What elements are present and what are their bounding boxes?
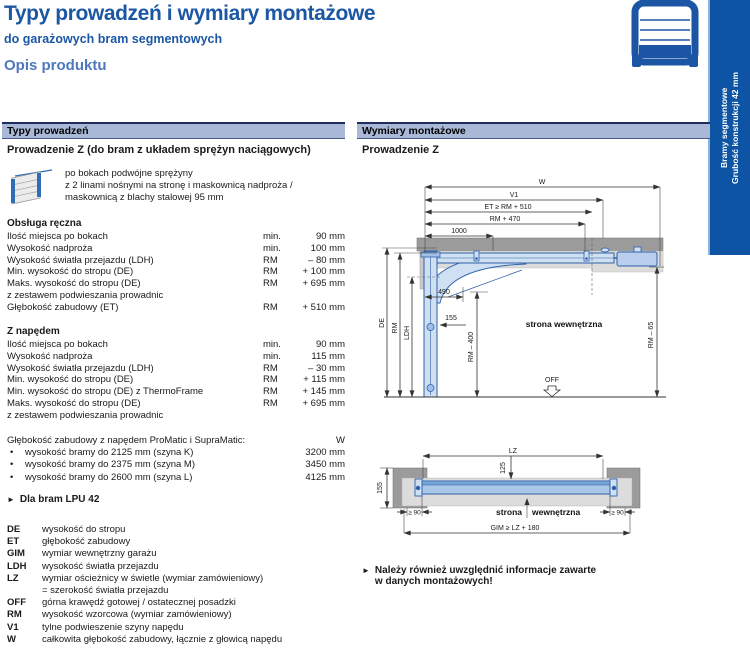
intro-line: z 2 linami nośnymi na stronę i maskownicą nadproża / <box>65 180 293 191</box>
plan-view-drawing <box>373 435 650 546</box>
legend-description: wysokość światła przejazdu <box>42 560 159 572</box>
legend-description: wymiar ościeżnicy w świetle (wymiar zamówieniowy) <box>42 572 264 584</box>
row-value: 90 mm <box>315 339 345 350</box>
dim-ge90-left: ≥ 90 <box>408 509 421 517</box>
legend-row <box>7 597 345 609</box>
row-qualifier: RM <box>263 397 278 409</box>
legend-abbreviation: LZ <box>7 572 19 584</box>
page-subtitle: do garażowych bram segmentowych <box>4 32 223 46</box>
legend-description: górna krawędź gotowej / ostatecznej posadzki <box>42 597 236 609</box>
note-text <box>375 565 596 587</box>
legend-description: wysokość wzorcowa (wymiar zamówieniowy) <box>42 609 232 621</box>
row-label: Wysokość nadproża <box>7 350 93 362</box>
row-value <box>295 410 345 422</box>
legend-abbreviation: V1 <box>7 621 19 633</box>
row-label: Maks. wysokość do stropu (DE) <box>7 397 141 409</box>
dim-RM470: RM + 470 <box>489 216 521 223</box>
ceiling-bar <box>417 238 663 251</box>
row-qualifier: min. <box>263 350 281 362</box>
row-qualifier: RM <box>263 278 278 290</box>
row-qualifier: RM <box>263 266 278 278</box>
dim-125: 125 <box>500 462 507 474</box>
legend-row <box>7 609 345 621</box>
installation-depth-table <box>7 435 345 484</box>
depth-item-label: wysokość bramy do 2600 mm (szyna L) <box>25 471 193 483</box>
spring-system-description <box>65 166 293 208</box>
row-qualifier: RM <box>263 362 278 374</box>
row-label: Wysokość światła przejazdu (LDH) <box>7 362 154 374</box>
legend-description: wymiar wewnętrzny garażu <box>42 548 157 560</box>
intro-line: maskownicą z blachy stalowej 95 mm <box>65 192 224 203</box>
row-value: + 695 mm <box>302 278 345 290</box>
dim-ET: ET ≥ RM + 510 <box>484 204 532 211</box>
row-label: Wysokość światła przejazdu (LDH) <box>7 254 154 266</box>
row-label: Maks. wysokość do stropu (DE) <box>7 278 141 290</box>
table-row <box>7 386 345 398</box>
row-label: Min. wysokość do stropu (DE) z ThermoFrame <box>7 386 204 398</box>
table-title-manual: Obsługa ręczna <box>7 218 82 229</box>
table-row <box>7 363 345 375</box>
row-value: + 510 mm <box>302 301 345 313</box>
legend-description: wysokość do stropu <box>42 524 126 535</box>
legend-description: = szerokość światła przejazdu <box>42 585 169 597</box>
off-label: OFF <box>545 377 559 384</box>
powered-operation-table <box>7 326 345 422</box>
sectional-door-icon <box>631 0 701 70</box>
row-value: – 30 mm <box>308 362 345 374</box>
manual-operation-table <box>7 218 345 314</box>
dim-LDH: LDH <box>404 325 411 341</box>
legend-description: głębokość zabudowy <box>42 536 131 548</box>
table-row <box>7 243 345 255</box>
depth-item-row <box>7 472 345 484</box>
row-qualifier: RM <box>263 254 278 266</box>
legend-abbreviation <box>7 585 42 597</box>
depth-item-value: 3450 mm <box>305 459 345 471</box>
intro-line: po bokach podwójne sprężyny <box>65 168 193 179</box>
table-row <box>7 302 345 314</box>
legend-abbreviation: LDH <box>7 560 27 572</box>
row-label: Ilość miejsca po bokach <box>7 339 108 350</box>
row-label: Wysokość nadproża <box>7 242 93 254</box>
table-row <box>7 339 345 351</box>
section-title: Opis produktu <box>4 57 107 74</box>
depth-item-row <box>7 447 345 459</box>
dim-490: 490 <box>438 289 450 296</box>
lpu42-callout <box>7 494 99 505</box>
table-row <box>7 290 345 302</box>
dim-W: W <box>538 179 546 186</box>
legend-abbreviation: ET <box>7 536 20 548</box>
legend-row <box>7 524 345 536</box>
table-row <box>7 231 345 243</box>
side-view-drawing <box>378 175 670 410</box>
legend-abbreviation: RM <box>7 609 22 621</box>
legend-row <box>7 561 345 573</box>
bullet-icon <box>7 447 25 459</box>
inside-label: strona wewnętrzna <box>525 319 603 329</box>
dim-V1: V1 <box>509 192 519 199</box>
bullet-icon <box>7 459 25 471</box>
triangle-arrow-icon: ► <box>7 495 15 504</box>
row-label: Ilość miejsca po bokach <box>7 231 108 242</box>
row-label: Min. wysokość do stropu (DE) <box>7 266 134 278</box>
installation-note <box>362 565 596 587</box>
row-value: 90 mm <box>315 231 345 242</box>
row-value: 100 mm <box>310 242 345 254</box>
row-qualifier <box>263 410 295 422</box>
dim-GIM: GIM ≥ LZ + 180 <box>490 525 540 532</box>
table-row <box>7 266 345 278</box>
note-line1: Należy również uwzględnić informacje zawarte <box>374 565 597 576</box>
legend-abbreviation: W <box>7 633 16 645</box>
side-tab-bramy-segmentowe <box>708 0 750 255</box>
right-column <box>357 122 710 651</box>
abbreviation-legend <box>7 524 345 646</box>
table-row <box>7 255 345 267</box>
depth-item-label: wysokość bramy do 2125 mm (szyna K) <box>25 447 194 459</box>
legend-row <box>7 622 345 634</box>
row-value: – 80 mm <box>308 254 345 266</box>
legend-description: tylne podwieszenie szyny napędu <box>42 621 184 633</box>
row-qualifier: RM <box>263 386 278 398</box>
dim-RM65: RM – 65 <box>648 321 655 349</box>
spring-system-intro <box>7 166 293 208</box>
inside-label-left: strona <box>496 507 522 517</box>
page-title: Typy prowadzeń i wymiary montażowe <box>4 2 376 25</box>
depth-item-value: 3200 mm <box>305 447 345 459</box>
note-line2: w danych montażowych! <box>374 576 493 587</box>
legend-row <box>7 536 345 548</box>
row-qualifier: RM <box>263 374 278 386</box>
lpu42-label: Dla bram LPU 42 <box>19 494 100 505</box>
legend-row <box>7 585 345 597</box>
legend-description: całkowita głębokość zabudowy, łącznie z głowicą napędu <box>42 633 283 645</box>
dim-155: 155 <box>445 315 457 322</box>
depth-label: Głębokość zabudowy z napędem ProMatic i SupraMatic: <box>7 435 246 446</box>
legend-abbreviation: DE <box>7 524 21 535</box>
off-arrow-icon <box>544 386 560 397</box>
door-panel-springs-icon <box>7 166 53 208</box>
row-value: + 100 mm <box>302 266 345 278</box>
row-value: 115 mm <box>311 350 345 362</box>
depth-value-header: W <box>336 435 345 446</box>
side-tab-line2: Grubość konstrukcji 42 mm <box>730 71 740 184</box>
section-header-wymiary-montazowe: Wymiary montażowe <box>357 122 710 139</box>
depth-header-row <box>7 435 345 447</box>
depth-item-row <box>7 459 345 471</box>
dim-RM: RM <box>392 322 399 334</box>
table-row <box>7 398 345 410</box>
legend-row <box>7 573 345 585</box>
side-tab-line1: Bramy segmentowe <box>719 87 729 168</box>
bullet-icon <box>7 472 25 484</box>
row-label: z zestawem podwieszania prowadnic <box>7 409 164 421</box>
row-qualifier: RM <box>263 301 278 313</box>
row-value: + 695 mm <box>302 397 345 409</box>
table-row <box>7 278 345 290</box>
row-value: + 115 mm <box>303 374 345 386</box>
row-value <box>295 290 345 302</box>
table-row <box>7 351 345 363</box>
dim-ge90-right: ≥ 90 <box>611 509 624 517</box>
depth-item-label: wysokość bramy do 2375 mm (szyna M) <box>25 459 195 471</box>
row-label: z zestawem podwieszania prowadnic <box>7 289 164 301</box>
dim-155-plan: 155 <box>377 482 384 494</box>
row-qualifier: min. <box>263 242 281 254</box>
row-qualifier: min. <box>263 231 281 242</box>
legend-row <box>7 548 345 560</box>
legend-abbreviation: GIM <box>7 548 25 560</box>
drawing-heading: Prowadzenie Z <box>362 144 440 156</box>
dim-LZ: LZ <box>508 448 518 455</box>
table-row <box>7 410 345 422</box>
track-type-heading: Prowadzenie Z (do bram z układem sprężyn naciągowych) <box>7 144 311 156</box>
left-column <box>2 122 345 651</box>
operator-head <box>617 252 657 266</box>
table-title-powered: Z napędem <box>7 326 60 337</box>
row-label: Min. wysokość do stropu (DE) <box>7 374 134 386</box>
row-qualifier: min. <box>263 339 281 350</box>
inside-label-right: wewnętrzna <box>532 507 581 517</box>
dim-1000: 1000 <box>451 228 467 235</box>
dim-RM400: RM – 400 <box>468 331 475 363</box>
legend-abbreviation: OFF <box>7 597 26 609</box>
row-label: Głębokość zabudowy (ET) <box>7 301 119 313</box>
legend-row <box>7 634 345 646</box>
row-value: + 145 mm <box>302 386 345 398</box>
triangle-arrow-icon: ► <box>362 566 370 575</box>
depth-item-value: 4125 mm <box>305 471 345 483</box>
section-header-typy-prowadzen: Typy prowadzeń <box>2 122 345 139</box>
table-row <box>7 374 345 386</box>
row-qualifier <box>263 290 295 302</box>
dim-DE: DE <box>379 318 386 328</box>
